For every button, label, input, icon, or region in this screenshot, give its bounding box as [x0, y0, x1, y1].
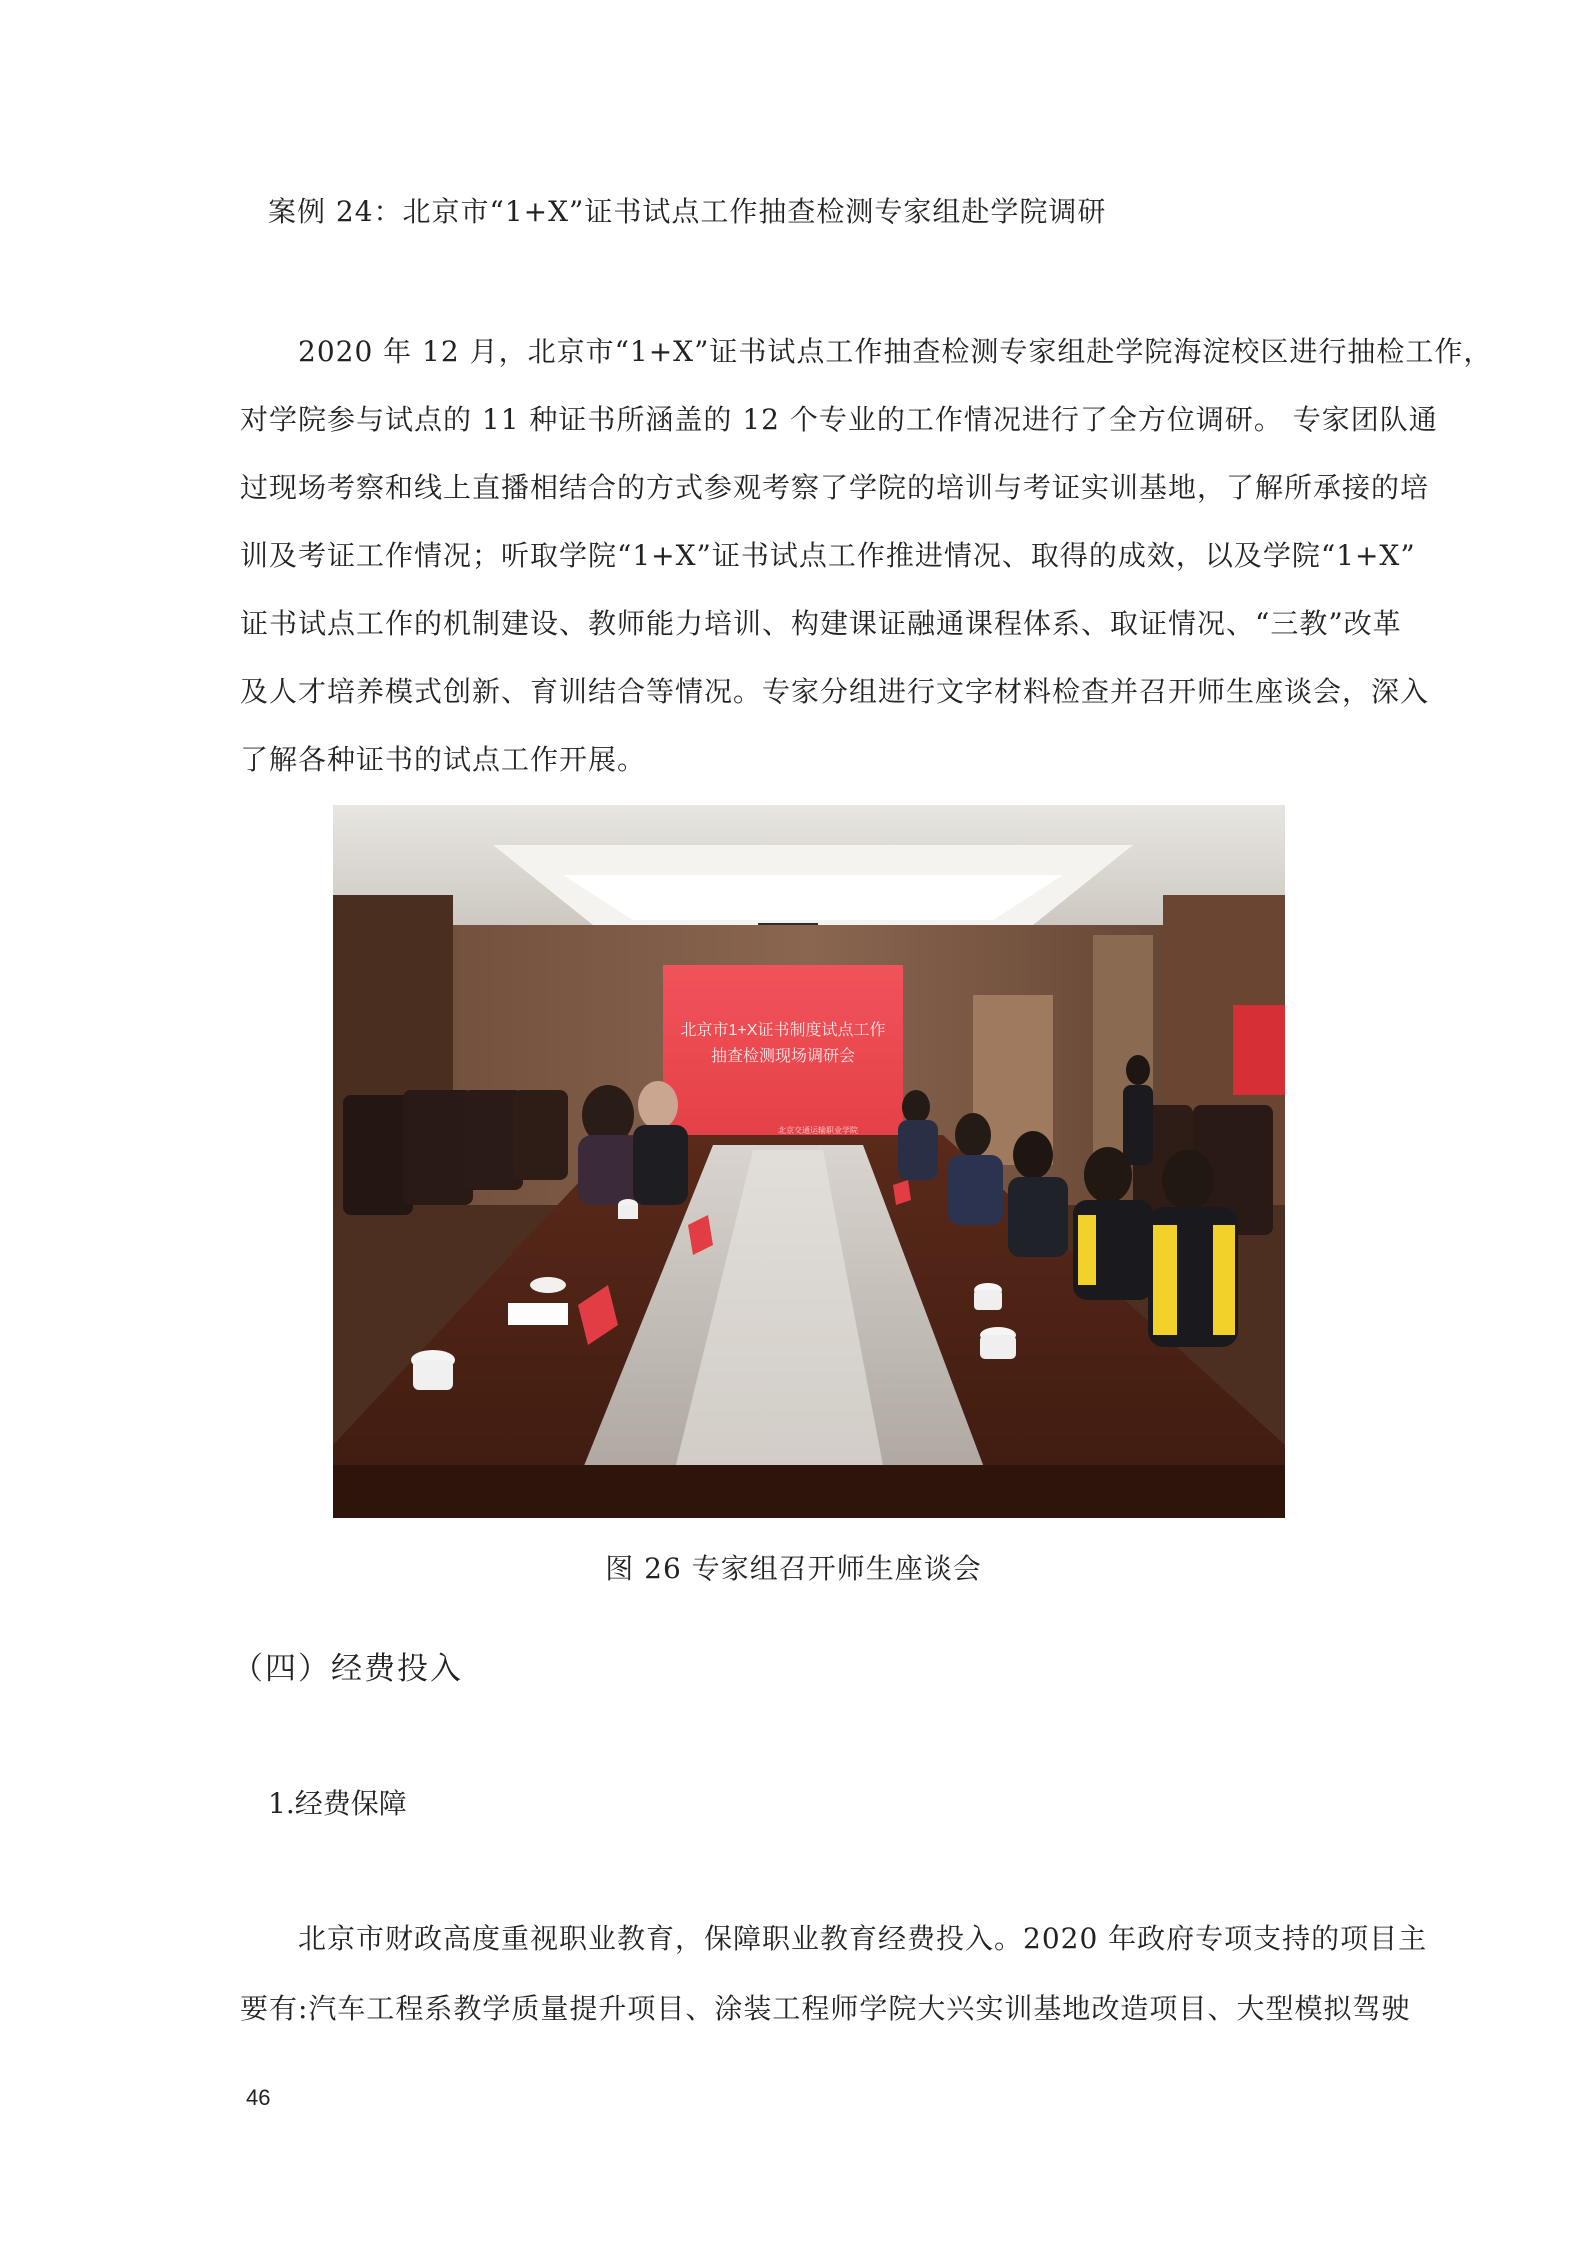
screen-subtitle: 北京交通运输职业学院 [778, 1126, 858, 1135]
paragraph-line: 过现场考察和线上直播相结合的方式参观考察了学院的培训与考证实训基地，了解所承接的培 [240, 471, 1430, 504]
paragraph-line: 北京市财政高度重视职业教育，保障职业教育经费投入。2020 年政府专项支持的项目主 [240, 1922, 1428, 1955]
paragraph-line: 对学院参与试点的 11 种证书所涵盖的 12 个专业的工作情况进行了全方位调研。 专家团队通 [240, 403, 1438, 436]
page-number: 46 [246, 2085, 271, 2110]
paragraph-line: 2020 年 12 月，北京市“1+X”证书试点工作抽查检测专家组赴学院海淀校区进行抽检工作， [240, 335, 1493, 368]
paragraph-line: 训及考证工作情况；听取学院“1+X”证书试点工作推进情况、取得的成效，以及学院“1+X” [240, 539, 1416, 572]
screen-title-line2: 抽查检测现场调研会 [710, 1048, 856, 1065]
figure-caption: 图 26 专家组召开师生座谈会 [605, 1552, 982, 1585]
subsection-title: 1.经费保障 [268, 1787, 407, 1820]
case-title: 案例 24：北京市“1+X”证书试点工作抽查检测专家组赴学院调研 [268, 195, 1107, 228]
section-title: （四）经费投入 [232, 1651, 463, 1687]
screen-title-line1: 北京市1+X证书制度试点工作 [680, 1022, 886, 1039]
paragraph-line: 要有:汽车工程系教学质量提升项目、涂装工程师学院大兴实训基地改造项目、大型模拟驾驶 [240, 1992, 1411, 2025]
meeting-photo [333, 805, 1285, 1518]
paragraph-line: 证书试点工作的机制建设、教师能力培训、构建课证融通课程体系、取证情况、“三教”改革 [240, 607, 1402, 640]
paragraph-line: 了解各种证书的试点工作开展。 [240, 743, 647, 776]
paragraph-line: 及人才培养模式创新、育训结合等情况。专家分组进行文字材料检查并召开师生座谈会，深入 [240, 675, 1430, 708]
